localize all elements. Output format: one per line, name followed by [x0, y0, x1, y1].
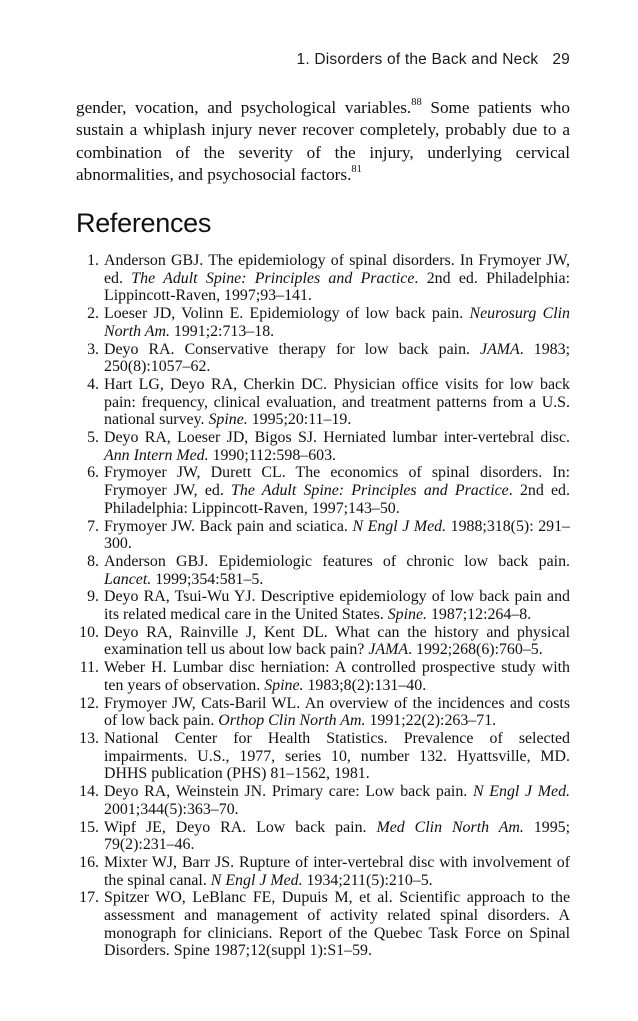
reference-text: 1934;211(5):210–5.: [302, 871, 433, 889]
reference-source-title: N Engl J Med.: [352, 517, 447, 535]
reference-source-title: Orthop Clin North Am.: [218, 712, 366, 730]
reference-text: Frymoyer JW, Cats-Baril WL. An overview of the incidences and costs of low back pain.: [104, 694, 570, 730]
chapter-title: 1. Disorders of the Back and Neck: [296, 51, 539, 68]
reference-number: 3.: [87, 340, 99, 358]
reference-number: 1.: [87, 252, 99, 269]
reference-text: Weber H. Lumbar disc herniation: A controlled prospective study with ten years of observation.: [104, 659, 570, 694]
reference-source-title: JAMA: [368, 641, 409, 659]
reference-item: [76, 624, 570, 659]
citation-superscript: 81: [351, 164, 362, 176]
reference-text: Deyo RA, Loeser JD, Bigos SJ. Herniated lumbar inter-vertebral disc.: [104, 429, 570, 447]
reference-text: . 1992;268(6):760–5.: [408, 641, 543, 659]
reference-item: [76, 819, 570, 854]
reference-item: [76, 252, 570, 305]
reference-number: 11.: [79, 659, 99, 677]
reference-source-title: The Adult Spine: Principles and Practice: [131, 269, 415, 287]
intro-text-1: gender, vocation, and psychological variables.: [76, 98, 412, 117]
reference-item: [76, 854, 570, 889]
reference-source-title: N Engl J Med.: [472, 783, 571, 801]
reference-text: Mixter WJ, Barr JS. Rupture of inter-vertebral disc with involvement of the spinal canal.: [104, 853, 570, 889]
intro-paragraph: [76, 97, 570, 186]
reference-source-title: JAMA: [480, 340, 520, 358]
reference-text: 1995;20:11–19.: [247, 411, 352, 429]
reference-source-title: Spine.: [208, 411, 248, 429]
reference-item: [76, 889, 570, 960]
citation-superscript: 88: [411, 97, 422, 109]
reference-source-title: Spine.: [387, 606, 428, 624]
reference-text: . 2nd ed. Philadelphia: Lippincott-Raven, 1997;143–50.: [104, 482, 570, 517]
reference-text: 1987;12:264–8.: [427, 606, 532, 624]
reference-source-title: Neurosurg Clin North Am.: [104, 305, 570, 340]
reference-text: 1983;8(2):131–40.: [303, 676, 427, 694]
reference-item: [76, 464, 570, 517]
reference-number: 6.: [87, 464, 99, 482]
reference-text: 1991;22(2):263–71.: [365, 712, 497, 730]
reference-source-title: Ann Intern Med.: [104, 446, 209, 464]
running-head: [0, 51, 570, 69]
reference-source-title: Med Clin North Am.: [376, 818, 524, 836]
reference-text: 2001;344(5):363–70.: [104, 800, 239, 818]
reference-item: [76, 429, 570, 464]
reference-number: 13.: [79, 729, 99, 747]
reference-text: . 1983; 250(8):1057–62.: [104, 340, 570, 376]
reference-text: Anderson GBJ. Epidemiologic features of chronic low back pain.: [104, 552, 570, 570]
reference-item: [76, 376, 570, 429]
reference-list: [76, 252, 570, 960]
reference-number: 9.: [87, 588, 99, 606]
reference-text: Frymoyer JW. Back pain and sciatica.: [104, 517, 353, 535]
reference-text: Anderson GBJ. The epidemiology of spinal disorders. In Frymoyer JW, ed.: [104, 252, 570, 287]
references-heading: References: [76, 208, 212, 238]
reference-text: Deyo RA, Weinstein JN. Primary care: Low back pain.: [104, 783, 473, 801]
reference-number: 4.: [87, 375, 99, 393]
reference-item: [76, 695, 570, 730]
reference-number: 5.: [87, 429, 99, 447]
reference-number: 15.: [79, 818, 99, 836]
reference-text: Wipf JE, Deyo RA. Low back pain.: [104, 818, 377, 836]
reference-text: Deyo RA, Tsui-Wu YJ. Descriptive epidemiology of low back pain and its related medical care in the United States.: [104, 588, 570, 624]
reference-text: . 2nd ed. Philadelphia: Lippincott-Raven, 1997;93–141.: [104, 269, 570, 305]
reference-item: [76, 553, 570, 588]
reference-item: [76, 783, 570, 818]
reference-text: 1995; 79(2):231–46.: [104, 818, 571, 854]
reference-number: 10.: [79, 623, 99, 641]
reference-number: 8.: [87, 552, 99, 570]
reference-number: 7.: [87, 517, 99, 535]
reference-item: [76, 305, 570, 340]
reference-text: 1990;112:598–603.: [208, 446, 337, 464]
reference-text: Frymoyer JW, Durett CL. The economics of spinal disorders. In: Frymoyer JW, ed.: [104, 464, 570, 500]
reference-text: National Center for Health Statistics. Prevalence of selected impairments. U.S., 1977, series 10, number 132. Hyattsville, MD. DHHS publication (PHS) 81–1562, 1981.: [104, 729, 570, 783]
reference-text: Hart LG, Deyo RA, Cherkin DC. Physician office visits for low back pain: frequency, clinical evaluation, and treatment patterns from a U.S. national survey.: [104, 375, 570, 429]
reference-number: 2.: [87, 305, 99, 323]
page-number: 29: [552, 51, 570, 68]
reference-item: [76, 588, 570, 623]
reference-item: [76, 730, 570, 783]
reference-text: 1999;354:581–5.: [151, 570, 264, 588]
reference-text: Deyo RA, Rainville J, Kent DL. What can the history and physical examination tell us about low back pain?: [104, 623, 570, 659]
reference-text: 1988;318(5): 291–300.: [104, 517, 570, 553]
reference-text: 1991;2:713–18.: [169, 322, 275, 340]
reference-source-title: N Engl J Med.: [210, 871, 303, 889]
reference-number: 17.: [79, 889, 99, 907]
reference-text: Loeser JD, Volinn E. Epidemiology of low back pain.: [104, 305, 470, 323]
intro-text-2: Some patients who sustain a whiplash injury never recover completely, probably due to a combination of the severity of the injury, underlying cervical abnormalities, and psychosocial factors.: [76, 98, 570, 184]
reference-item: [76, 341, 570, 376]
reference-item: [76, 518, 570, 553]
reference-number: 16.: [79, 853, 99, 871]
reference-source-title: Spine.: [264, 676, 304, 694]
reference-number: 12.: [79, 694, 99, 712]
reference-text: Spitzer WO, LeBlanc FE, Dupuis M, et al. Scientific approach to the assessment and management of activity related spinal disorders. A monograph for clinicians. Report of the Quebec Task Force on Spinal Disorders. Spine 1987;12(suppl 1):S1–59.: [104, 889, 570, 960]
reference-number: 14.: [79, 783, 99, 801]
reference-source-title: The Adult Spine: Principles and Practice: [231, 482, 509, 500]
reference-text: Deyo RA. Conservative therapy for low back pain.: [104, 340, 481, 358]
reference-item: [76, 659, 570, 694]
reference-source-title: Lancet.: [104, 570, 152, 588]
